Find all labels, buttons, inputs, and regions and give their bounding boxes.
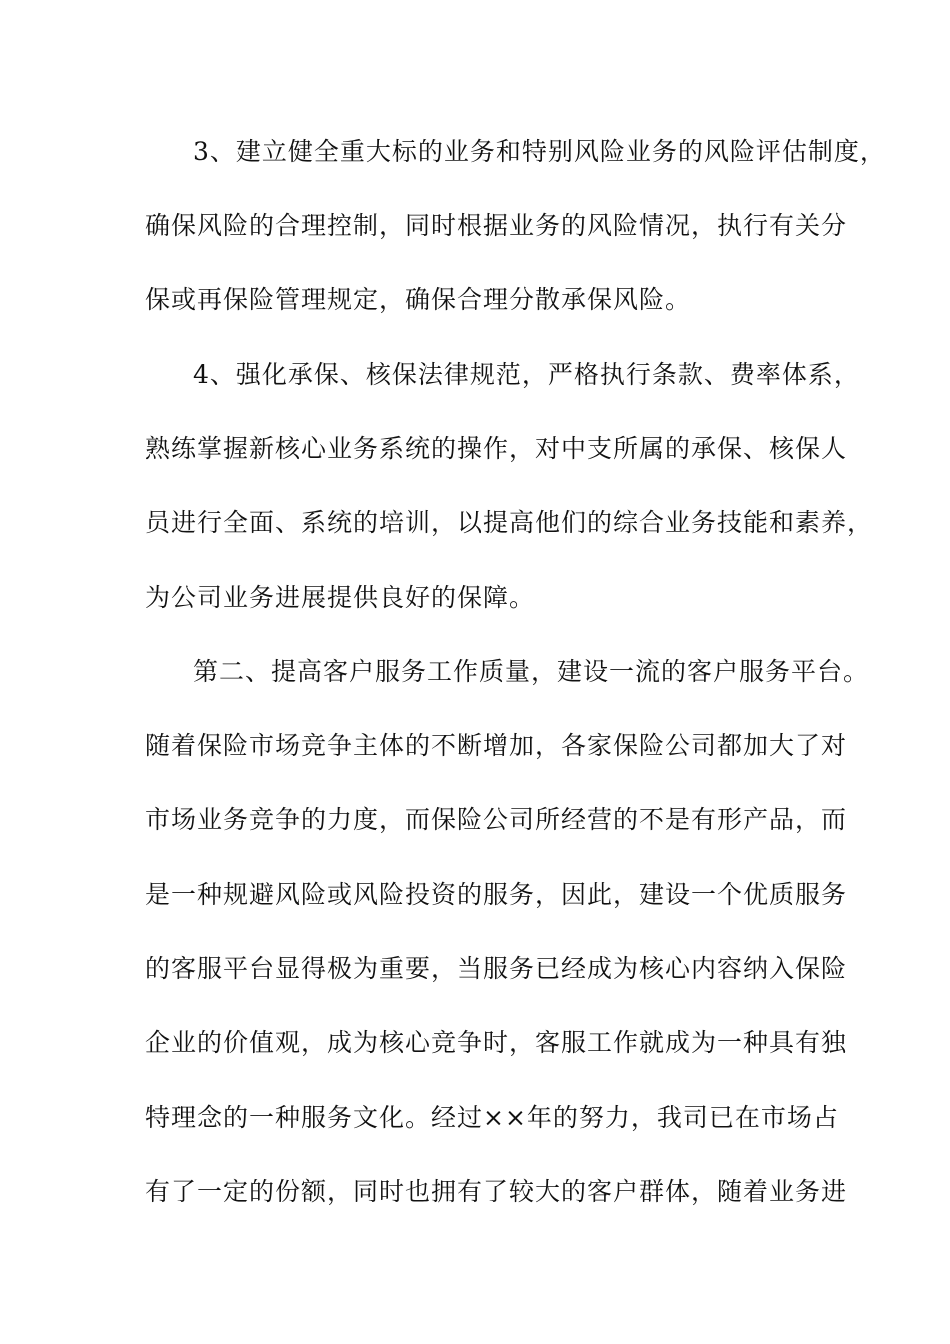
text-line-14: 特理念的一种服务文化。经过××年的努力，我司已在市场占 [145,1103,839,1132]
text-line-8: 第二、提高客户服务工作质量，建设一流的客户服务平台。 [193,657,870,686]
text-line-3: 保或再保险管理规定，确保合理分散承保风险。 [145,285,692,314]
text-line-4: 4、强化承保、核保法律规范，严格执行条款、费率体系， [193,360,860,389]
text-line-11: 是一种规避风险或风险投资的服务，因此，建设一个优质服务 [145,880,848,909]
text-line-9: 随着保险市场竞争主体的不断增加，各家保险公司都加大了对 [145,731,848,760]
text-line-13: 企业的价值观，成为核心竞争时，客服工作就成为一种具有独 [145,1028,848,1057]
text-line-5: 熟练掌握新核心业务系统的操作，对中支所属的承保、核保人 [145,434,848,463]
text-line-6: 员进行全面、系统的培训，以提高他们的综合业务技能和素养， [145,508,874,537]
text-line-12: 的客服平台显得极为重要，当服务已经成为核心内容纳入保险 [145,954,848,983]
text-line-15: 有了一定的份额，同时也拥有了较大的客户群体，随着业务进 [145,1177,848,1206]
text-line-2: 确保风险的合理控制，同时根据业务的风险情况，执行有关分 [145,211,848,240]
text-line-1: 3、建立健全重大标的业务和特别风险业务的风险评估制度， [193,137,886,166]
text-line-7: 为公司业务进展提供良好的保障。 [145,583,536,612]
text-line-10: 市场业务竞争的力度，而保险公司所经营的不是有形产品，而 [145,805,848,834]
